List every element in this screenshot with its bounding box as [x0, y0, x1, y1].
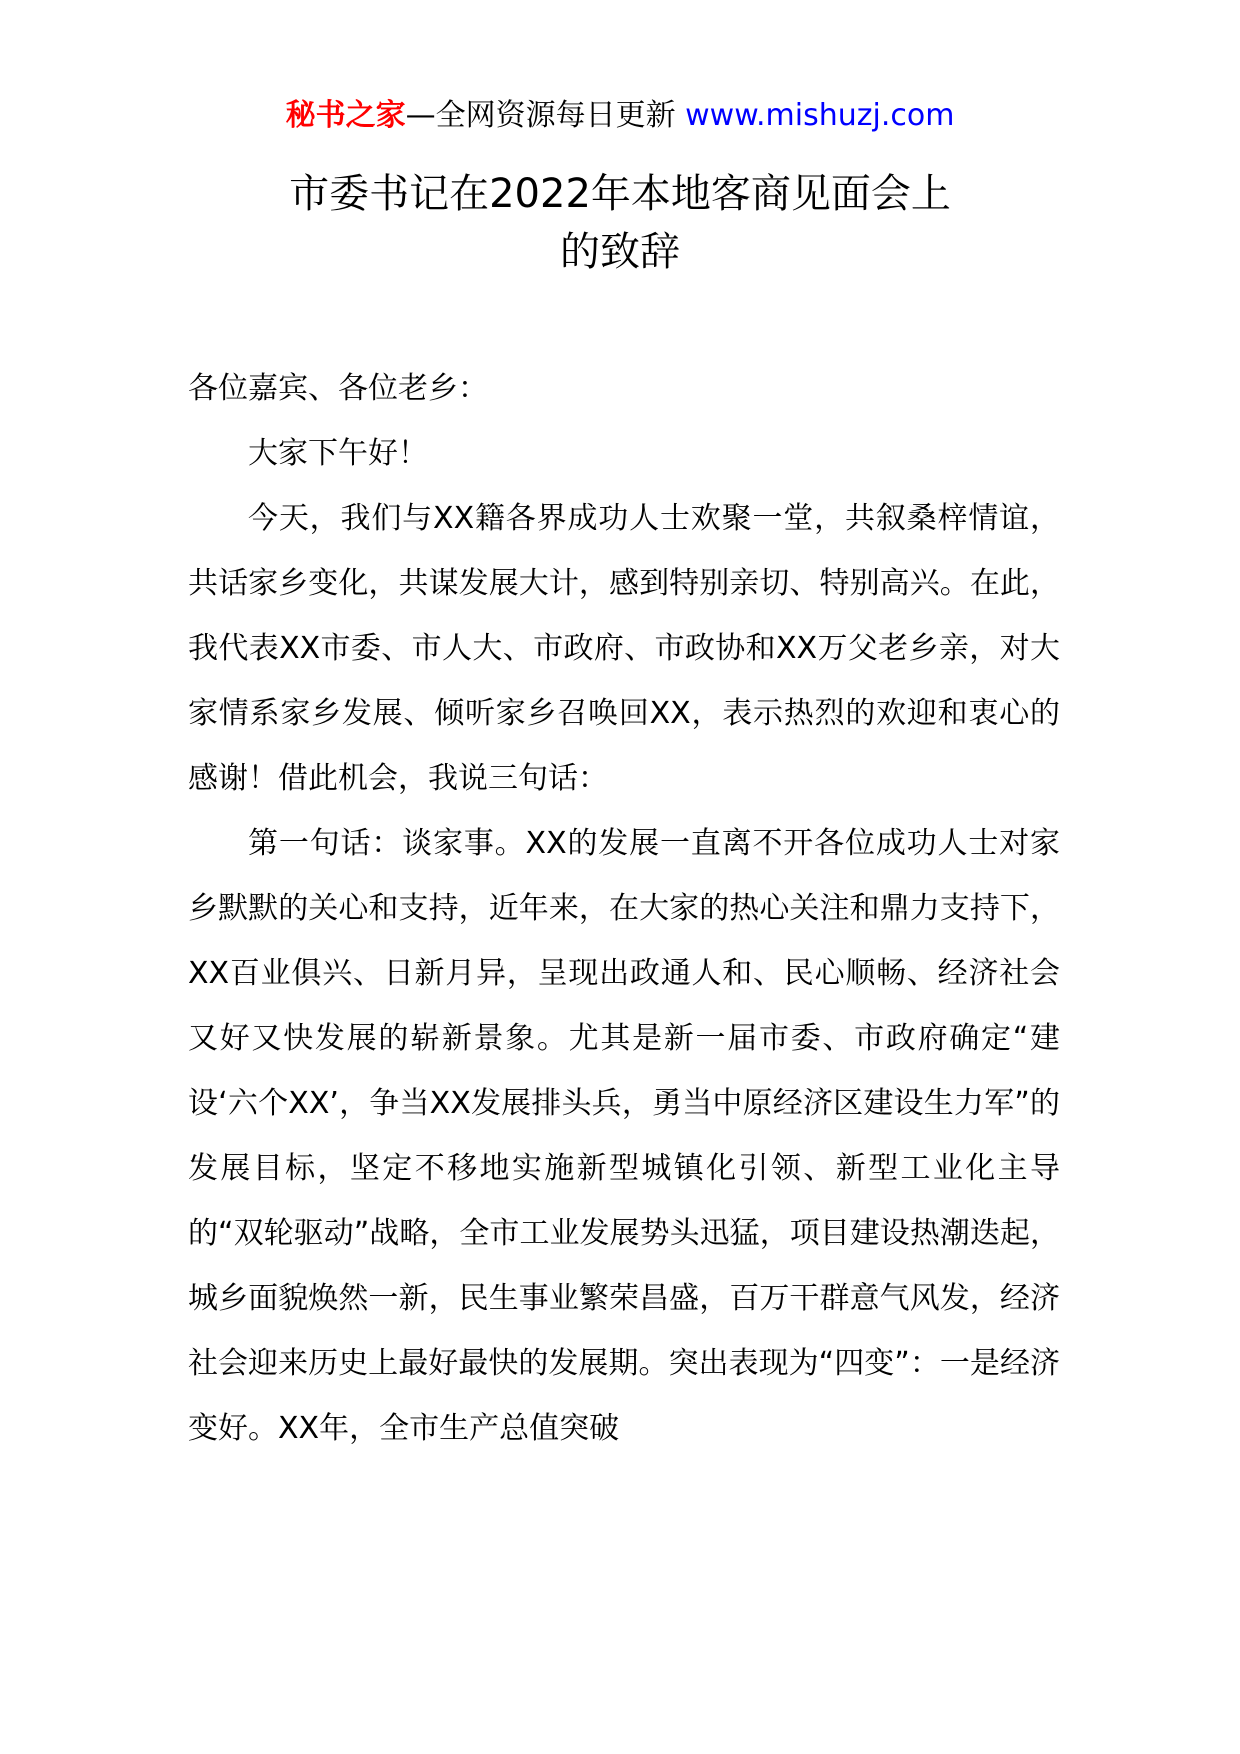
paragraph-first-point: 第一句话：谈家事。XX的发展一直离不开各位成功人士对家乡默默的关心和支持，近年来，在大家的热心关注和鼎力支持下，XX百业俱兴、日新月异，呈现出政通人和、民心顺畅、经济社会又好又快发展的崭新景象。尤其是新一届市委、市政府确定“建设‘六个XX’，争当XX发展排头兵，勇当中原经济区建设生力军”的发展目标，坚定不移地实施新型城镇化引领、新型工业化主导的“双轮驱动”战略，全市工业发展势头迅猛，项目建设热潮迭起，城乡面貌焕然一新，民生事业繁荣昌盛，百万干群意气风发，经济社会迎来历史上最好最快的发展期。突出表现为“四变”：一是经济变好。XX年，全市生产总值突破	[188, 826, 1060, 1446]
site-tagline: —全网资源每日更新	[405, 98, 686, 133]
title-line-2: 的致辞	[560, 229, 680, 275]
title-line-1: 市委书记在2022年本地客商见面会上	[289, 171, 951, 217]
site-brand: 秘书之家	[285, 98, 406, 133]
site-url[interactable]: www.mishuzj.com	[685, 98, 955, 133]
document-body	[188, 356, 1060, 1461]
document-title	[0, 165, 1240, 281]
greeting: 大家下午好！	[248, 436, 428, 471]
site-header	[0, 96, 1240, 136]
paragraph-opening: 今天，我们与XX籍各界成功人士欢聚一堂，共叙桑梓情谊，共话家乡变化，共谋发展大计，感到特别亲切、特别高兴。在此，我代表XX市委、市人大、市政府、市政协和XX万父老乡亲，对大家情系家乡发展、倾听家乡召唤回XX，表示热烈的欢迎和衷心的感谢！借此机会，我说三句话：	[188, 501, 1060, 796]
salutation: 各位嘉宾、各位老乡：	[188, 371, 488, 406]
